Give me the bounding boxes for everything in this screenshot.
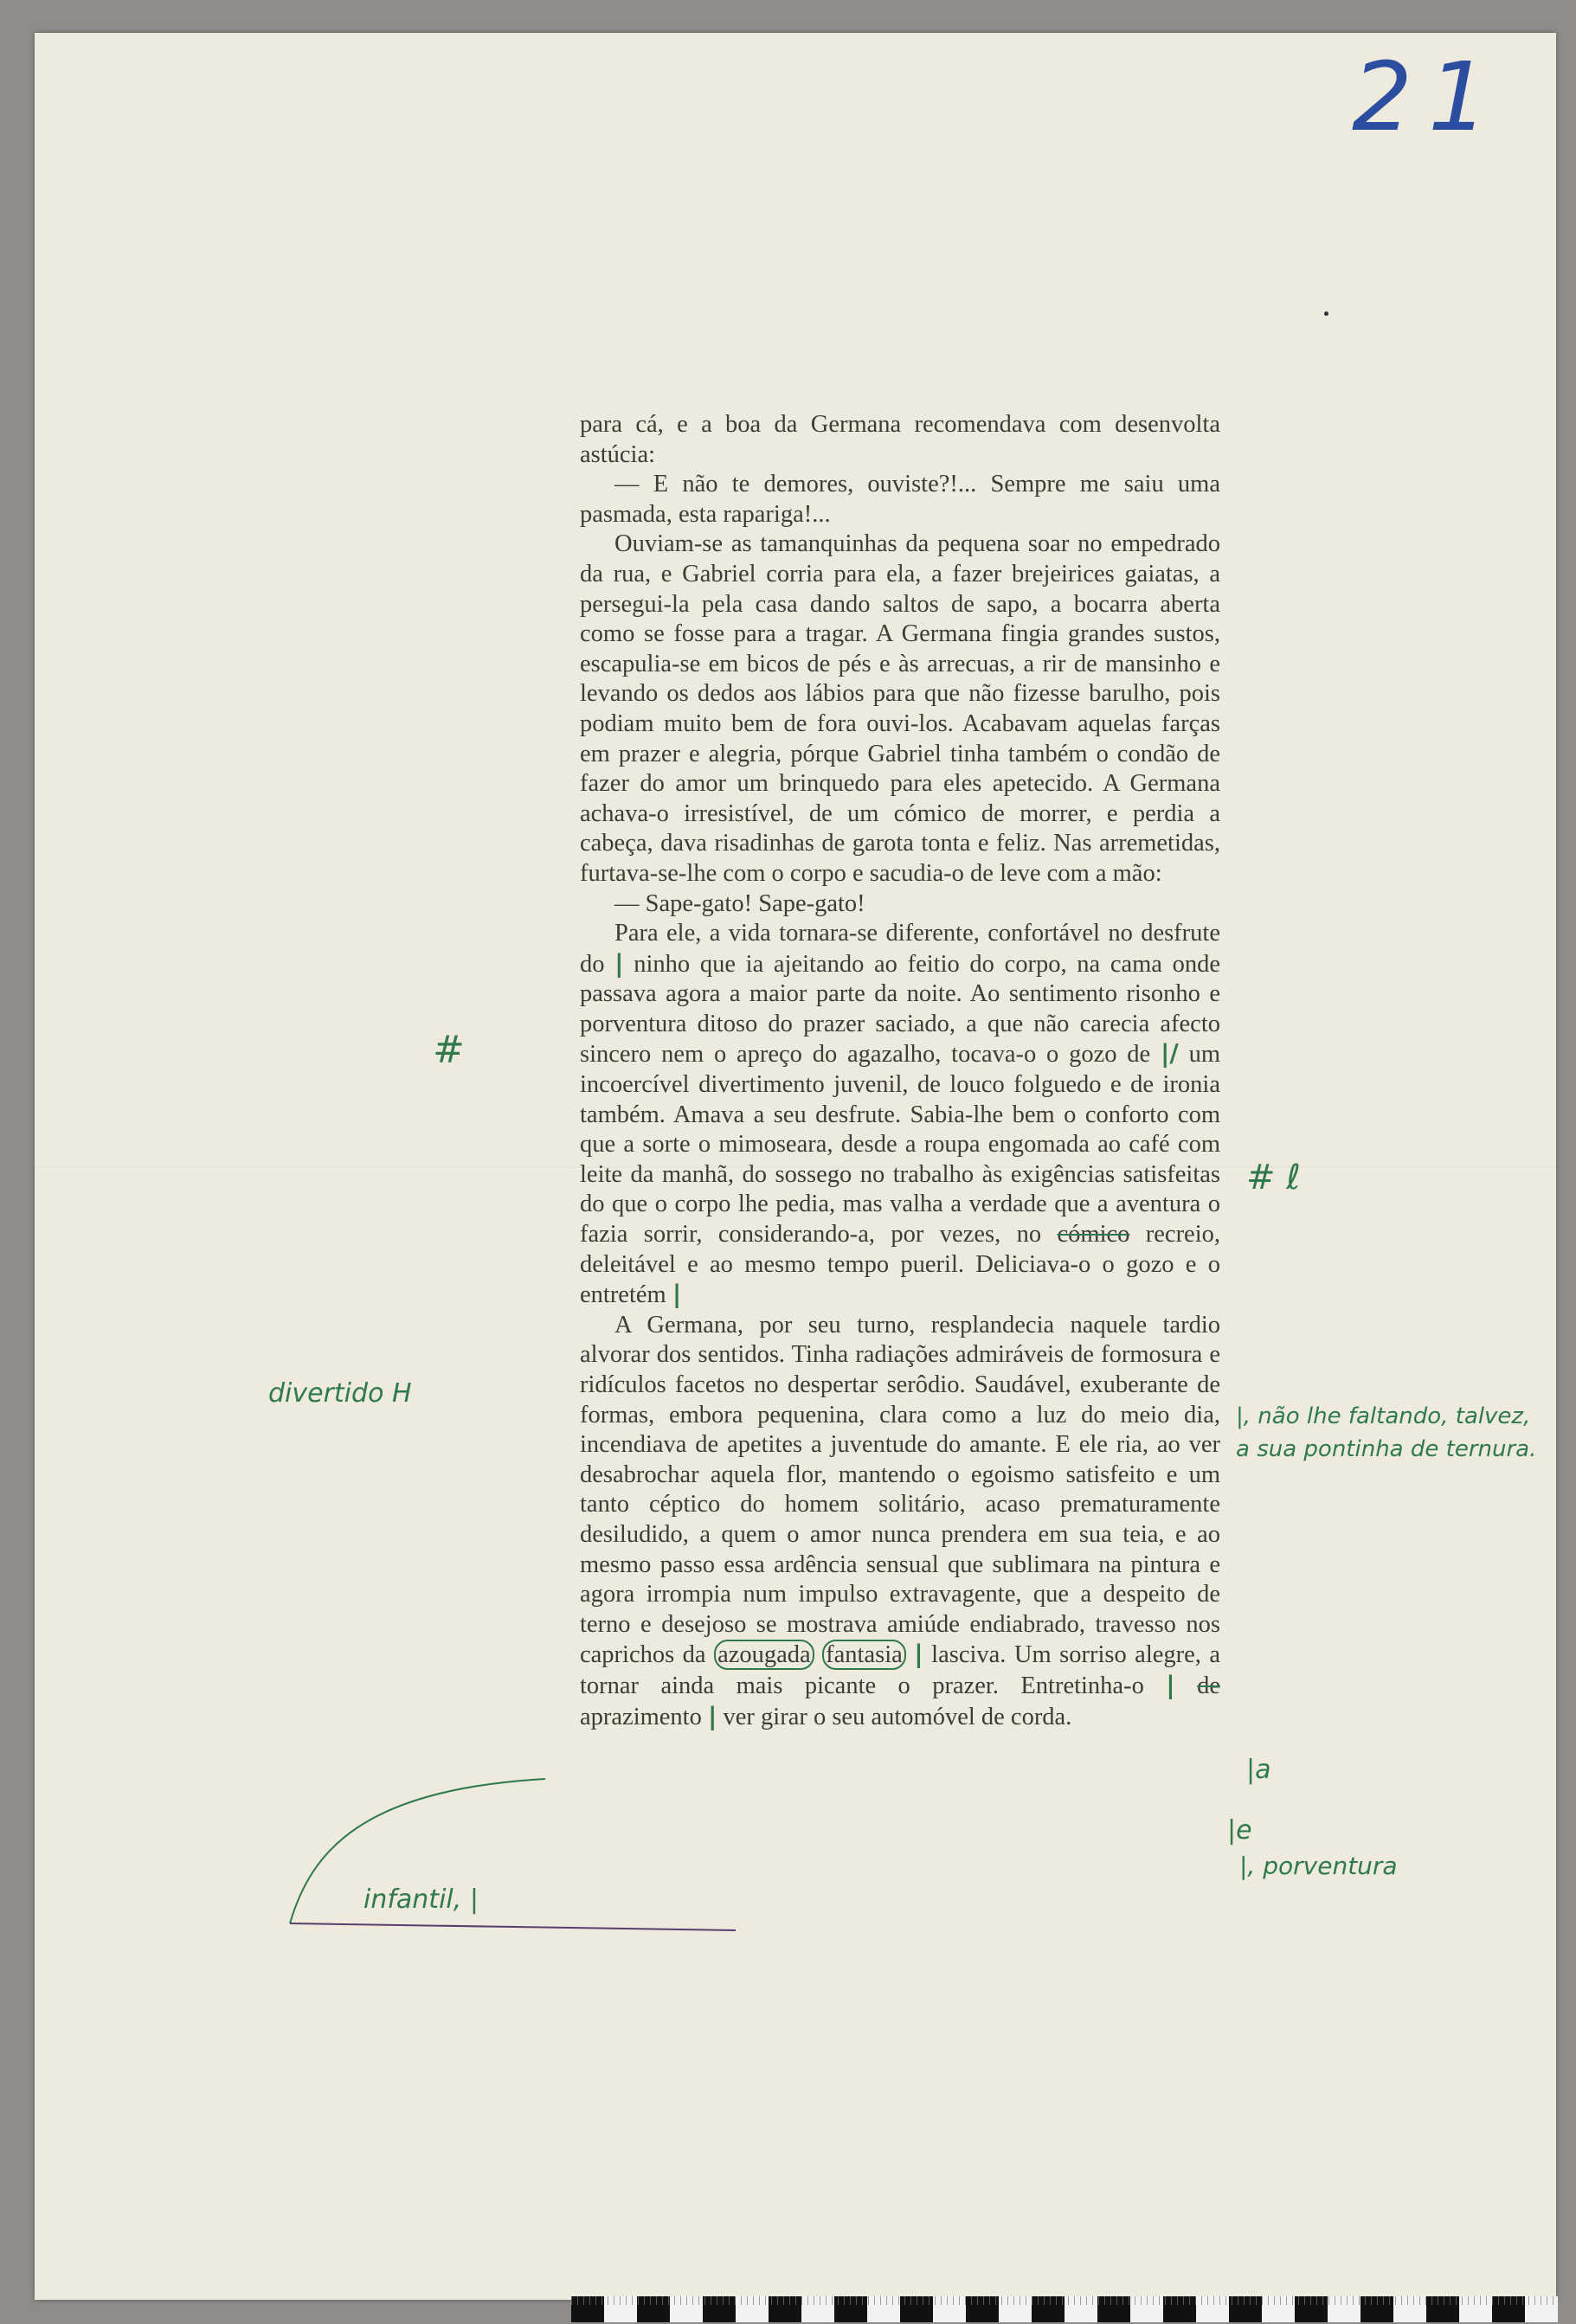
paragraph-2: — E não te demores, ouviste?!... Sempre me saiu uma pasmada, esta rapariga!... xyxy=(580,471,1220,528)
margin-note-e: |e xyxy=(1227,1815,1252,1846)
insert-mark: | xyxy=(707,1701,717,1730)
margin-note-infantil: infantil, | xyxy=(363,1884,479,1915)
p5-text-b: ninho que ia ajeitando ao feitio do corpo, na cama onde passava agora a maior parte da noite. Ao sentimento risonho e porventura ditoso do prazer saciado, a que não carecia afecto sincero nem o apreço do agazalho, tocava-o o gozo de xyxy=(580,950,1220,1069)
margin-hash-right: # ℓ xyxy=(1246,1158,1301,1197)
insert-mark: |/ xyxy=(1160,1039,1179,1069)
struck-word: cómico xyxy=(1057,1221,1130,1249)
insert-mark: | xyxy=(1166,1670,1175,1699)
boxed-word: azougada xyxy=(714,1640,814,1670)
page-number: 21 xyxy=(1352,42,1504,152)
struck-word: de xyxy=(1197,1672,1220,1699)
p6-text-c: aprazimento xyxy=(580,1703,702,1730)
insert-mark: | xyxy=(672,1280,682,1309)
margin-note-porventura: |, porventura xyxy=(1239,1852,1398,1880)
paragraph-5 xyxy=(580,919,1220,1311)
boxed-word: fantasia xyxy=(822,1640,906,1670)
insert-mark: | xyxy=(614,948,624,978)
margin-note-divertido: divertido H xyxy=(268,1378,412,1409)
p6-text-b: lasciva. Um sorriso alegre, a tornar ainda mais picante o prazer. Entretinha-o xyxy=(580,1641,1221,1699)
ink-dot xyxy=(1324,311,1328,316)
p6-text-a: A Germana, por seu turno, resplandecia naquele tardio alvorar dos sentidos. Tinha radiações admiráveis de formosura e ridículos facetos no despertar serôdio. Saudável, exuberante de formas, embora pequenina, clara como a luz do meio dia, incendiava de apetites a juventude do amante. E ele ria, ao ver desabrochar aquela flor, mantendo o egoismo satisfeito e um tanto céptico do homem solitário, acaso prematuramente desiludido, a quem o amor nunca prendera em sua teia, e ao mesmo passo essa ardência sensual que sublimara na pintura e agora irrompia num impulso extravagente, que a despeito de terno e desejoso se mostrava amiúde endiabrado, travesso nos caprichos da xyxy=(580,1311,1220,1669)
margin-note-a: |a xyxy=(1246,1755,1271,1785)
margin-arc-line xyxy=(286,1772,770,1936)
insert-mark: | xyxy=(914,1640,923,1669)
p5-text-d: recreio, deleitável e ao mesmo tempo pueril. Deliciava-o o gozo e o entretém xyxy=(580,1221,1221,1309)
paragraph-3: Ouviam-se as tamanquinhas da pequena soar no empedrado da rua, e Gabriel corria para ela, a fazer brejeirices gaiatas, a persegui-la pela casa dando saltos de sapo, a bocarra aberta como se fosse para a tragar. A Germana fingia grandes sustos, escapulia-se em bicos de pés e às arrecuas, a rir de mansinho e levando os dedos aos lábios para que não fizesse barulho, pois podiam muito bem de fora ouvi-los. Acabavam aquelas farças em prazer e alegria, pórque Gabriel tinha também o condão de fazer do amor um brinquedo para eles apetecido. A Germana achava-o irresistível, de um cómico de morrer, e perdia a cabeça, dava risadinhas de garota tonta e feliz. Nas arremetidas, furtava-se-lhe com o corpo e sacudia-o de leve com a mão: xyxy=(580,530,1220,887)
manuscript-page xyxy=(35,33,1556,2300)
paragraph-4: — Sape-gato! Sape-gato! xyxy=(614,889,865,917)
p6-text-d: ver girar o seu automóvel de corda. xyxy=(723,1703,1072,1730)
scale-ruler-ticks xyxy=(571,2296,1558,2305)
p5-text-c: um incoercível divertimento juvenil, de louco folguedo e de ironia também. Amava a seu desfrute. Sabia-lhe bem o conforto com que a sorte o mimoseara, desde a roupa engomada ao café com leite da manhã, do sossego no trabalho às exigências satisfeitas do que o corpo lhe pedia, mas valha a verdade que a aventura o fazia sorrir, considerando-a, por vezes, no xyxy=(580,1041,1221,1249)
margin-hash-left: # xyxy=(433,1028,465,1072)
p5-text-a: Para ele, a vida tornara-se diferente, confortável no desfrute do xyxy=(580,920,1220,978)
body-text xyxy=(580,410,1220,1732)
margin-note-ternura: |, não lhe faltando, talvez, a sua pontinha de ternura. xyxy=(1236,1403,1537,1462)
paragraph-1: para cá, e a boa da Germana recomendava com desenvolta astúcia: xyxy=(580,411,1220,468)
paragraph-6 xyxy=(580,1311,1220,1732)
